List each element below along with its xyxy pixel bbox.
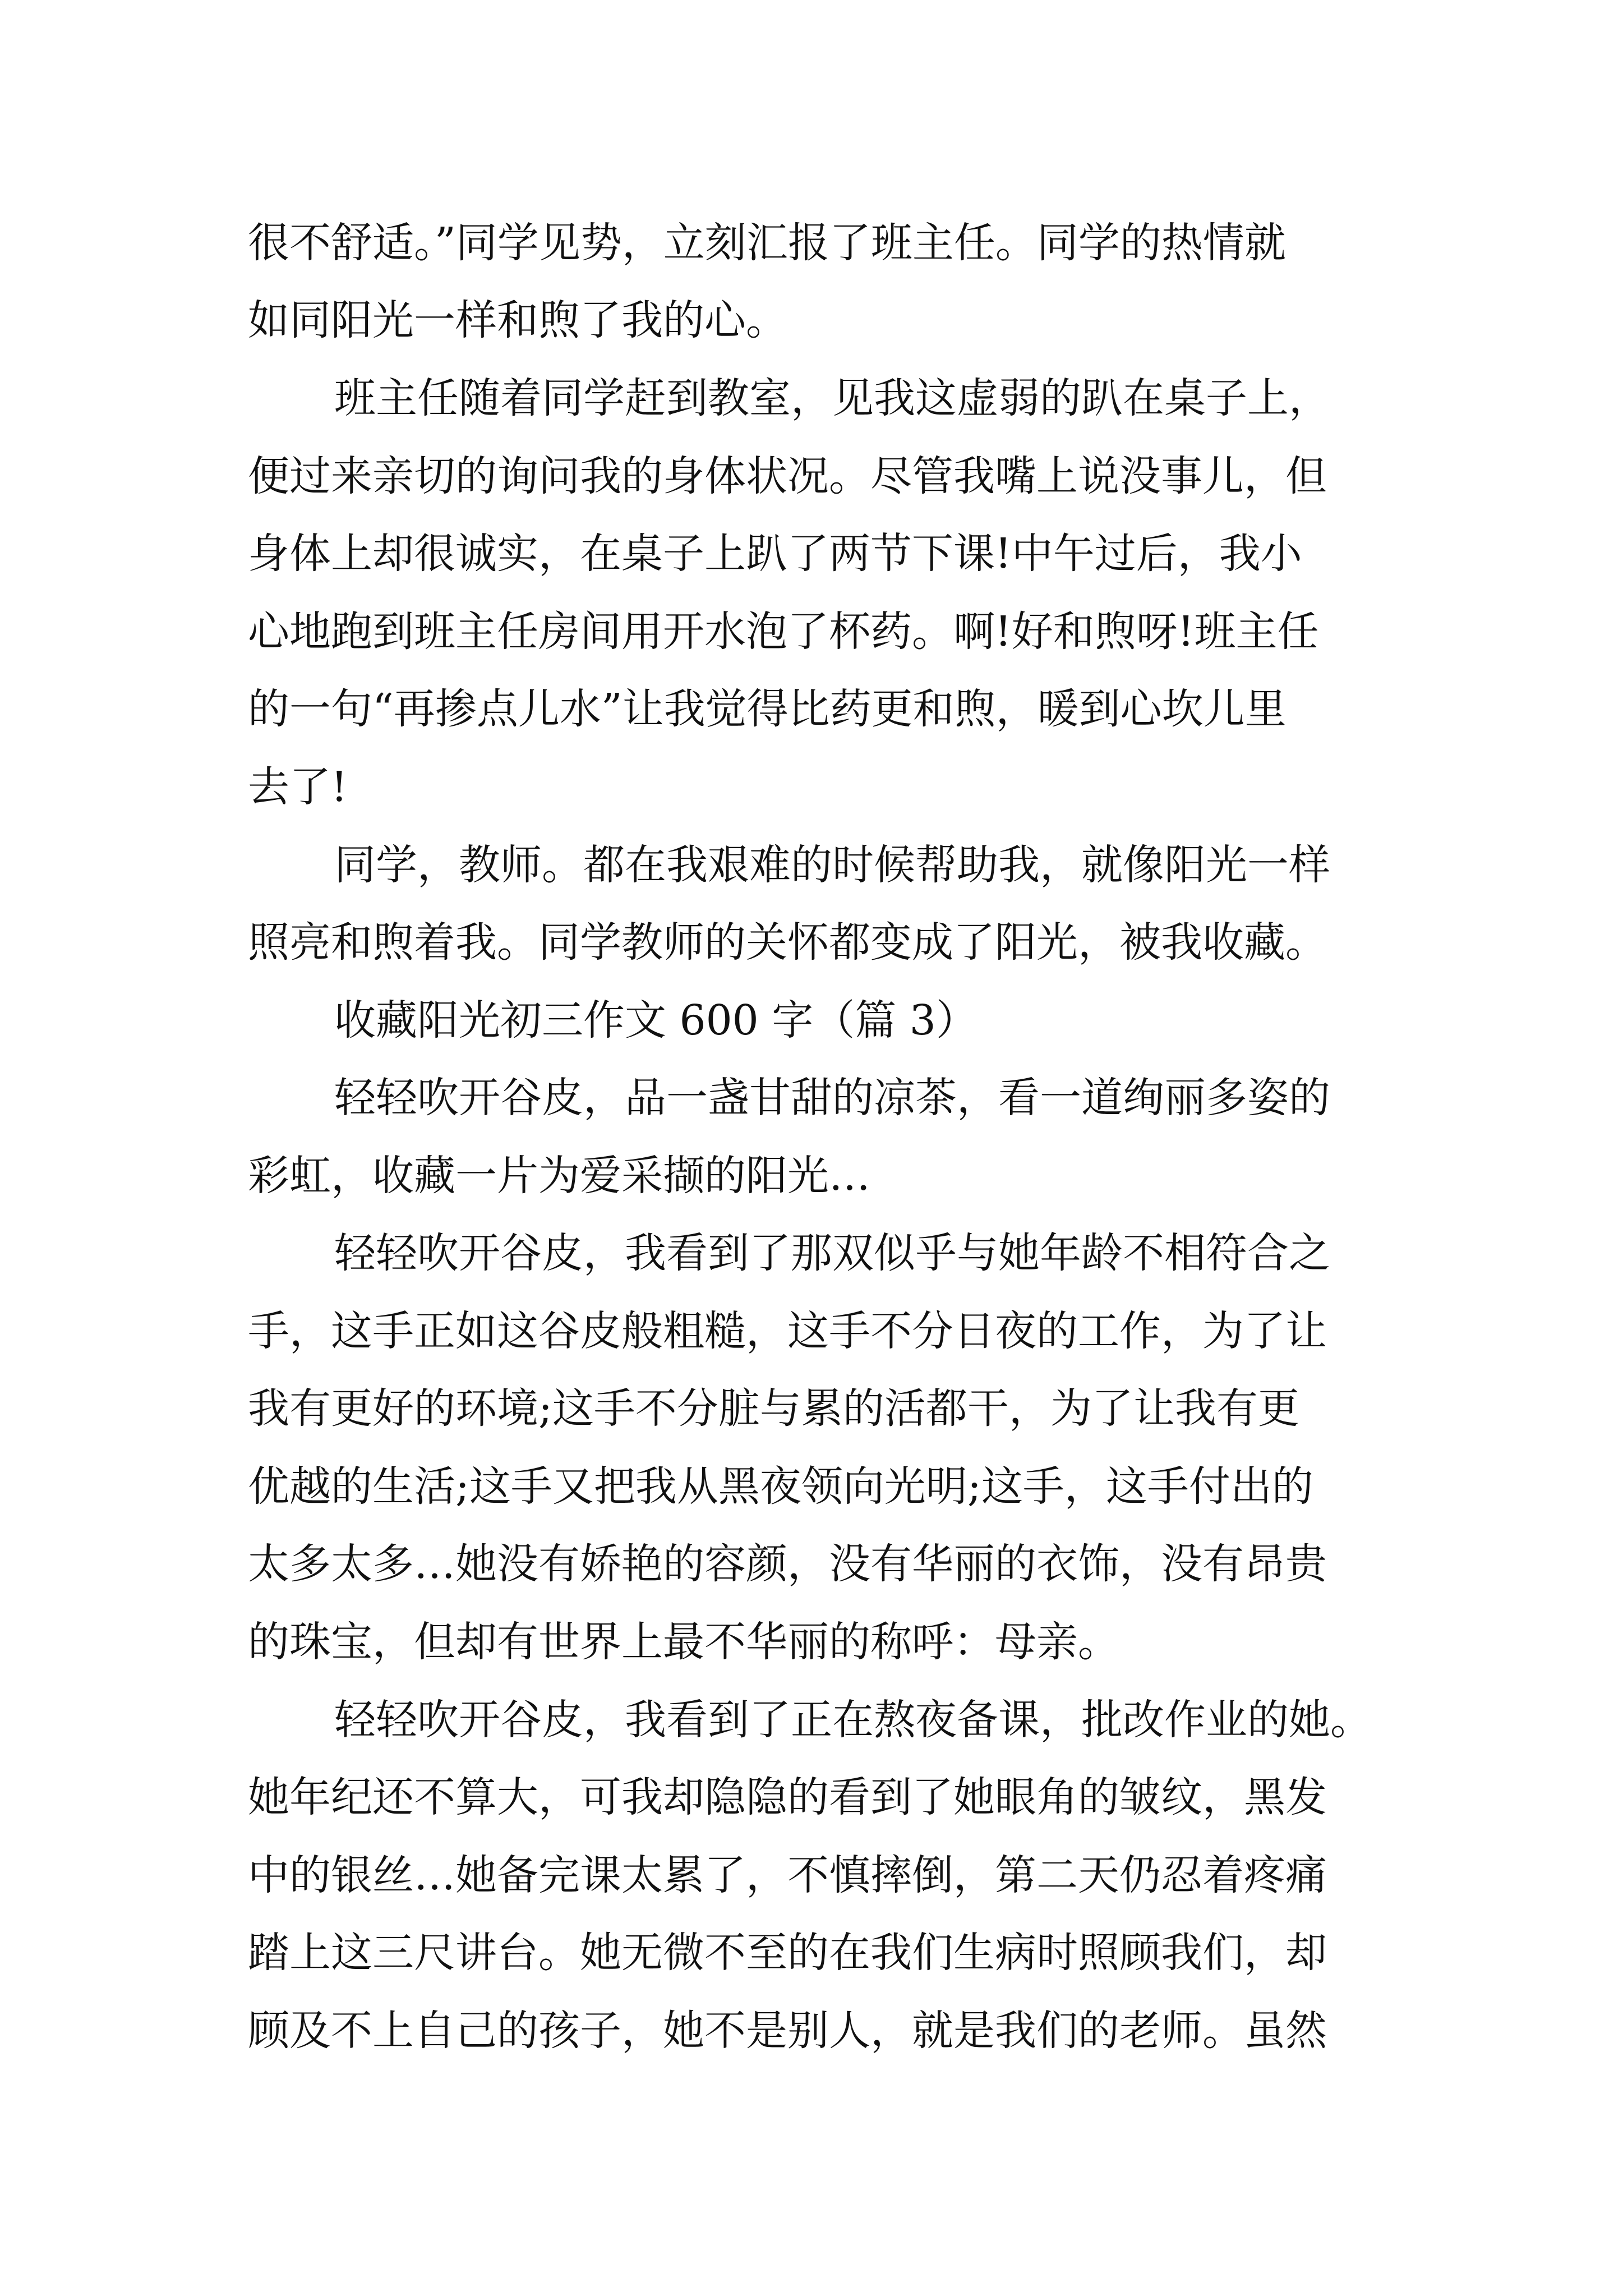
text-line: 身体上却很诚实，在桌子上趴了两节下课!中午过后，我小 <box>248 530 1302 578</box>
paragraph-start-line: 轻轻吹开谷皮，品一盏甘甜的凉茶，看一道绚丽多姿的 <box>334 1074 1330 1122</box>
text-line: 照亮和煦着我。同学教师的关怀都变成了阳光，被我收藏。 <box>248 918 1327 967</box>
paragraph-start-line: 轻轻吹开谷皮，我看到了那双似乎与她年龄不相符合之 <box>334 1229 1330 1277</box>
text-line: 的一句“再掺点儿水”让我觉得比药更和煦，暖到心坎儿里 <box>248 685 1287 733</box>
text-line: 很不舒适。”同学见势，立刻汇报了班主任。同学的热情就 <box>248 219 1286 267</box>
text-line: 我有更好的环境;这手不分脏与累的活都干，为了让我有更 <box>248 1384 1299 1433</box>
text-line: 的珠宝，但却有世界上最不华丽的称呼：母亲。 <box>248 1618 1119 1666</box>
text-line: 如同阳光一样和煦了我的心。 <box>248 296 787 344</box>
text-line: 中的银丝…她备完课太累了，不慎摔倒，第二天仍忍着疼痛 <box>248 1851 1327 1899</box>
section-heading: 收藏阳光初三作文 600 字（篇 3） <box>334 996 978 1045</box>
text-line: 手，这手正如这谷皮般粗糙，这手不分日夜的工作，为了让 <box>248 1307 1327 1355</box>
paragraph-start-line: 班主任随着同学赶到教室，见我这虚弱的趴在桌子上， <box>334 374 1330 422</box>
text-line: 踏上这三尺讲台。她无微不至的在我们生病时照顾我们，却 <box>248 1929 1327 1977</box>
text-line: 顾及不上自己的孩子，她不是别人，就是我们的老师。虽然 <box>248 2007 1327 2055</box>
text-line: 心地跑到班主任房间用开水泡了杯药。啊!好和煦呀!班主任 <box>248 608 1319 656</box>
text-line: 她年纪还不算大，可我却隐隐的看到了她眼角的皱纹，黑发 <box>248 1773 1327 1821</box>
text-line: 优越的生活;这手又把我从黑夜领向光明;这手，这手付出的 <box>248 1462 1313 1511</box>
text-line: 彩虹，收藏一片为爱采撷的阳光… <box>248 1152 870 1200</box>
paragraph-start-line: 同学，教师。都在我艰难的时候帮助我，就像阳光一样 <box>334 841 1330 889</box>
text-line: 去了! <box>248 763 348 811</box>
text-line: 便过来亲切的询问我的身体状况。尽管我嘴上说没事儿，但 <box>248 452 1327 500</box>
paragraph-start-line: 轻轻吹开谷皮，我看到了正在熬夜备课，批改作业的她。 <box>334 1696 1372 1744</box>
text-line: 太多太多…她没有娇艳的容颜，没有华丽的衣饰，没有昂贵 <box>248 1540 1327 1588</box>
